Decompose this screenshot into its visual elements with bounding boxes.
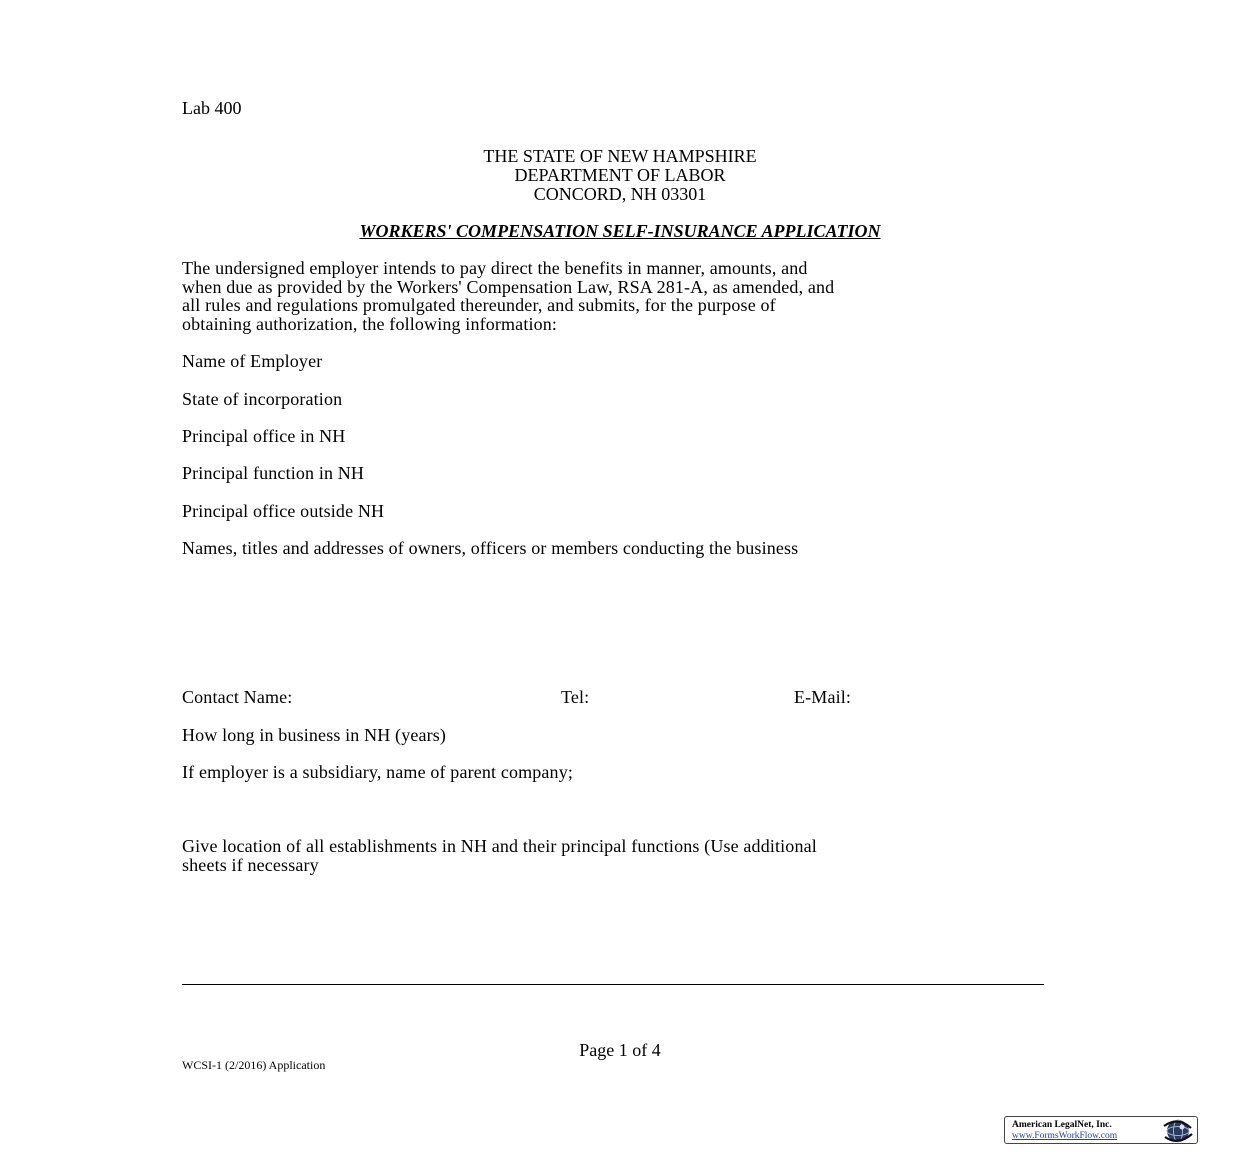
years-in-business-label: How long in business in NH (years) (182, 725, 447, 745)
state-incorporation-label: State of incorporation (182, 389, 343, 409)
globe-logo-icon (1160, 1118, 1194, 1144)
form-code: Lab 400 (182, 98, 242, 118)
contact-name-label: Contact Name: (182, 687, 293, 707)
principal-office-nh-label: Principal office in NH (182, 426, 346, 446)
establishments-line: Give location of all establishments in NH and their principal functions (Use additional (182, 836, 817, 856)
principal-office-outside-label: Principal office outside NH (182, 501, 385, 521)
principal-function-nh-label: Principal function in NH (182, 463, 365, 483)
intro-paragraph (182, 259, 1062, 333)
tel-label: Tel: (561, 687, 590, 707)
header-department: DEPARTMENT OF LABOR (514, 165, 726, 185)
publisher-logo (1004, 1116, 1198, 1144)
logo-company-name: American LegalNet, Inc. (1012, 1120, 1112, 1130)
parent-company-label: If employer is a subsidiary, name of parent company; (182, 762, 574, 782)
header-address: CONCORD, NH 03301 (533, 184, 707, 204)
page-number: Page 1 of 4 (579, 1040, 661, 1060)
form-title: WORKERS' COMPENSATION SELF-INSURANCE APPLICATION (359, 221, 881, 241)
establishments-label (182, 837, 817, 875)
logo-url-link[interactable]: www.FormsWorkFlow.com (1012, 1131, 1118, 1141)
intro-line: all rules and regulations promulgated thereunder, and submits, for the purpose of (182, 295, 776, 316)
intro-line: obtaining authorization, the following information: (182, 313, 558, 334)
signature-line (182, 984, 1044, 985)
form-id: WCSI-1 (2/2016) Application (182, 1058, 326, 1072)
employer-name-label: Name of Employer (182, 351, 323, 371)
intro-line: The undersigned employer intends to pay direct the benefits in manner, amounts, and (182, 258, 808, 278)
email-label: E-Mail: (794, 687, 852, 707)
intro-line: when due as provided by the Workers' Compensation Law, RSA 281-A, as amended, and (182, 276, 835, 297)
owners-officers-label: Names, titles and addresses of owners, officers or members conducting the business (182, 538, 799, 558)
header-state: THE STATE OF NEW HAMPSHIRE (483, 146, 757, 166)
establishments-line: sheets if necessary (182, 855, 319, 875)
agency-header (0, 147, 1240, 204)
